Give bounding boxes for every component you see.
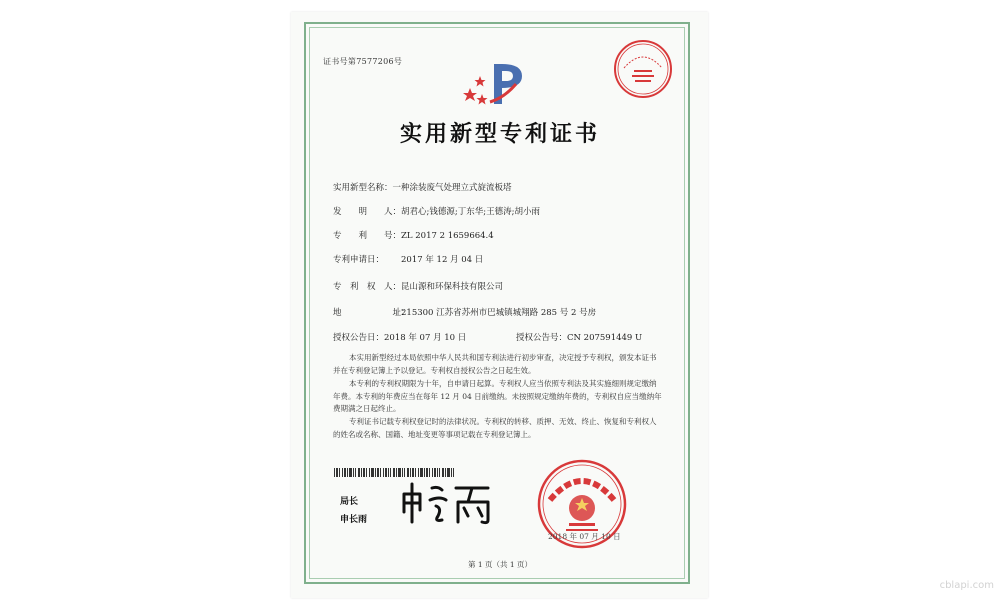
field-grant-date-label: 授权公告日： xyxy=(333,333,385,343)
field-filing-date-row xyxy=(333,253,483,265)
field-name-value: 一种涂装废气处理立式旋流板塔 xyxy=(392,183,512,193)
certificate-number: 证书号第7577206号 xyxy=(323,57,403,66)
field-patent-no-row xyxy=(333,229,494,241)
body-paragraph: 专利证书记载专利权登记时的法律状况。专利权的转移、质押、无效、终止、恢复和专利权人的姓名或名称、国籍、地址变更等事项记载在专利登记簿上。 xyxy=(333,417,657,439)
field-grant-date-row xyxy=(333,331,466,343)
field-filing-date-label: 专利申请日： xyxy=(333,255,385,265)
director-name: 申长雨 xyxy=(340,515,368,525)
field-grant-no-value: CN 207591449 U xyxy=(567,333,643,343)
field-name-label: 实用新型名称： xyxy=(333,183,393,193)
page-number: 第 1 页（共 1 页） xyxy=(467,560,533,569)
field-address-value: 215300 江苏省苏州市巴城镇城翔路 285 号 2 号房 xyxy=(401,308,597,318)
signature-icon xyxy=(398,478,498,532)
field-address-row xyxy=(333,306,596,318)
top-seal-icon xyxy=(612,38,674,104)
field-name-row xyxy=(333,181,512,193)
field-holder-value: 昆山源和环保科技有限公司 xyxy=(401,282,504,292)
body-paragraph: 本专利的专利权期限为十年，自申请日起算。专利权人应当依照专利法及其实施细则规定缴纳年费。本专利的年费应当在每年 12 月 04 日前缴纳。未按照规定缴纳年费的，专利权自应当缴纳年费期满之日起终止。 xyxy=(333,379,662,413)
body-paragraph: 本实用新型经过本局依照中华人民共和国专利法进行初步审查，决定授予专利权，颁发本证书并在专利登记簿上予以登记。专利权自授权公告之日起生效。 xyxy=(333,353,657,375)
field-holder-row xyxy=(333,280,503,292)
field-filing-date-value: 2017 年 12 月 04 日 xyxy=(401,255,484,265)
patent-emblem-icon xyxy=(460,58,530,112)
field-grant-date-value: 2018 年 07 月 10 日 xyxy=(384,333,467,343)
field-patent-no-label: 专 利 号： xyxy=(333,231,402,241)
field-inventor-label: 发 明 人： xyxy=(333,207,402,217)
certificate-title: 实用新型专利证书 xyxy=(399,121,600,147)
seal-date: 2018 年 07 月 10 日 xyxy=(548,532,621,541)
director-title: 局长 xyxy=(340,497,359,507)
field-grant-no-row xyxy=(516,331,642,343)
field-inventor-row xyxy=(333,205,540,217)
field-inventor-value: 胡君心;钱德源;丁东华;王德涛;胡小雨 xyxy=(401,207,540,217)
watermark: cblapi.com xyxy=(939,580,994,591)
field-grant-no-label: 授权公告号： xyxy=(516,333,568,343)
field-patent-no-value: ZL 2017 2 1659664.4 xyxy=(401,231,494,241)
field-address-label: 地 址： xyxy=(333,308,410,318)
field-holder-label: 专 利 权 人： xyxy=(333,282,402,292)
